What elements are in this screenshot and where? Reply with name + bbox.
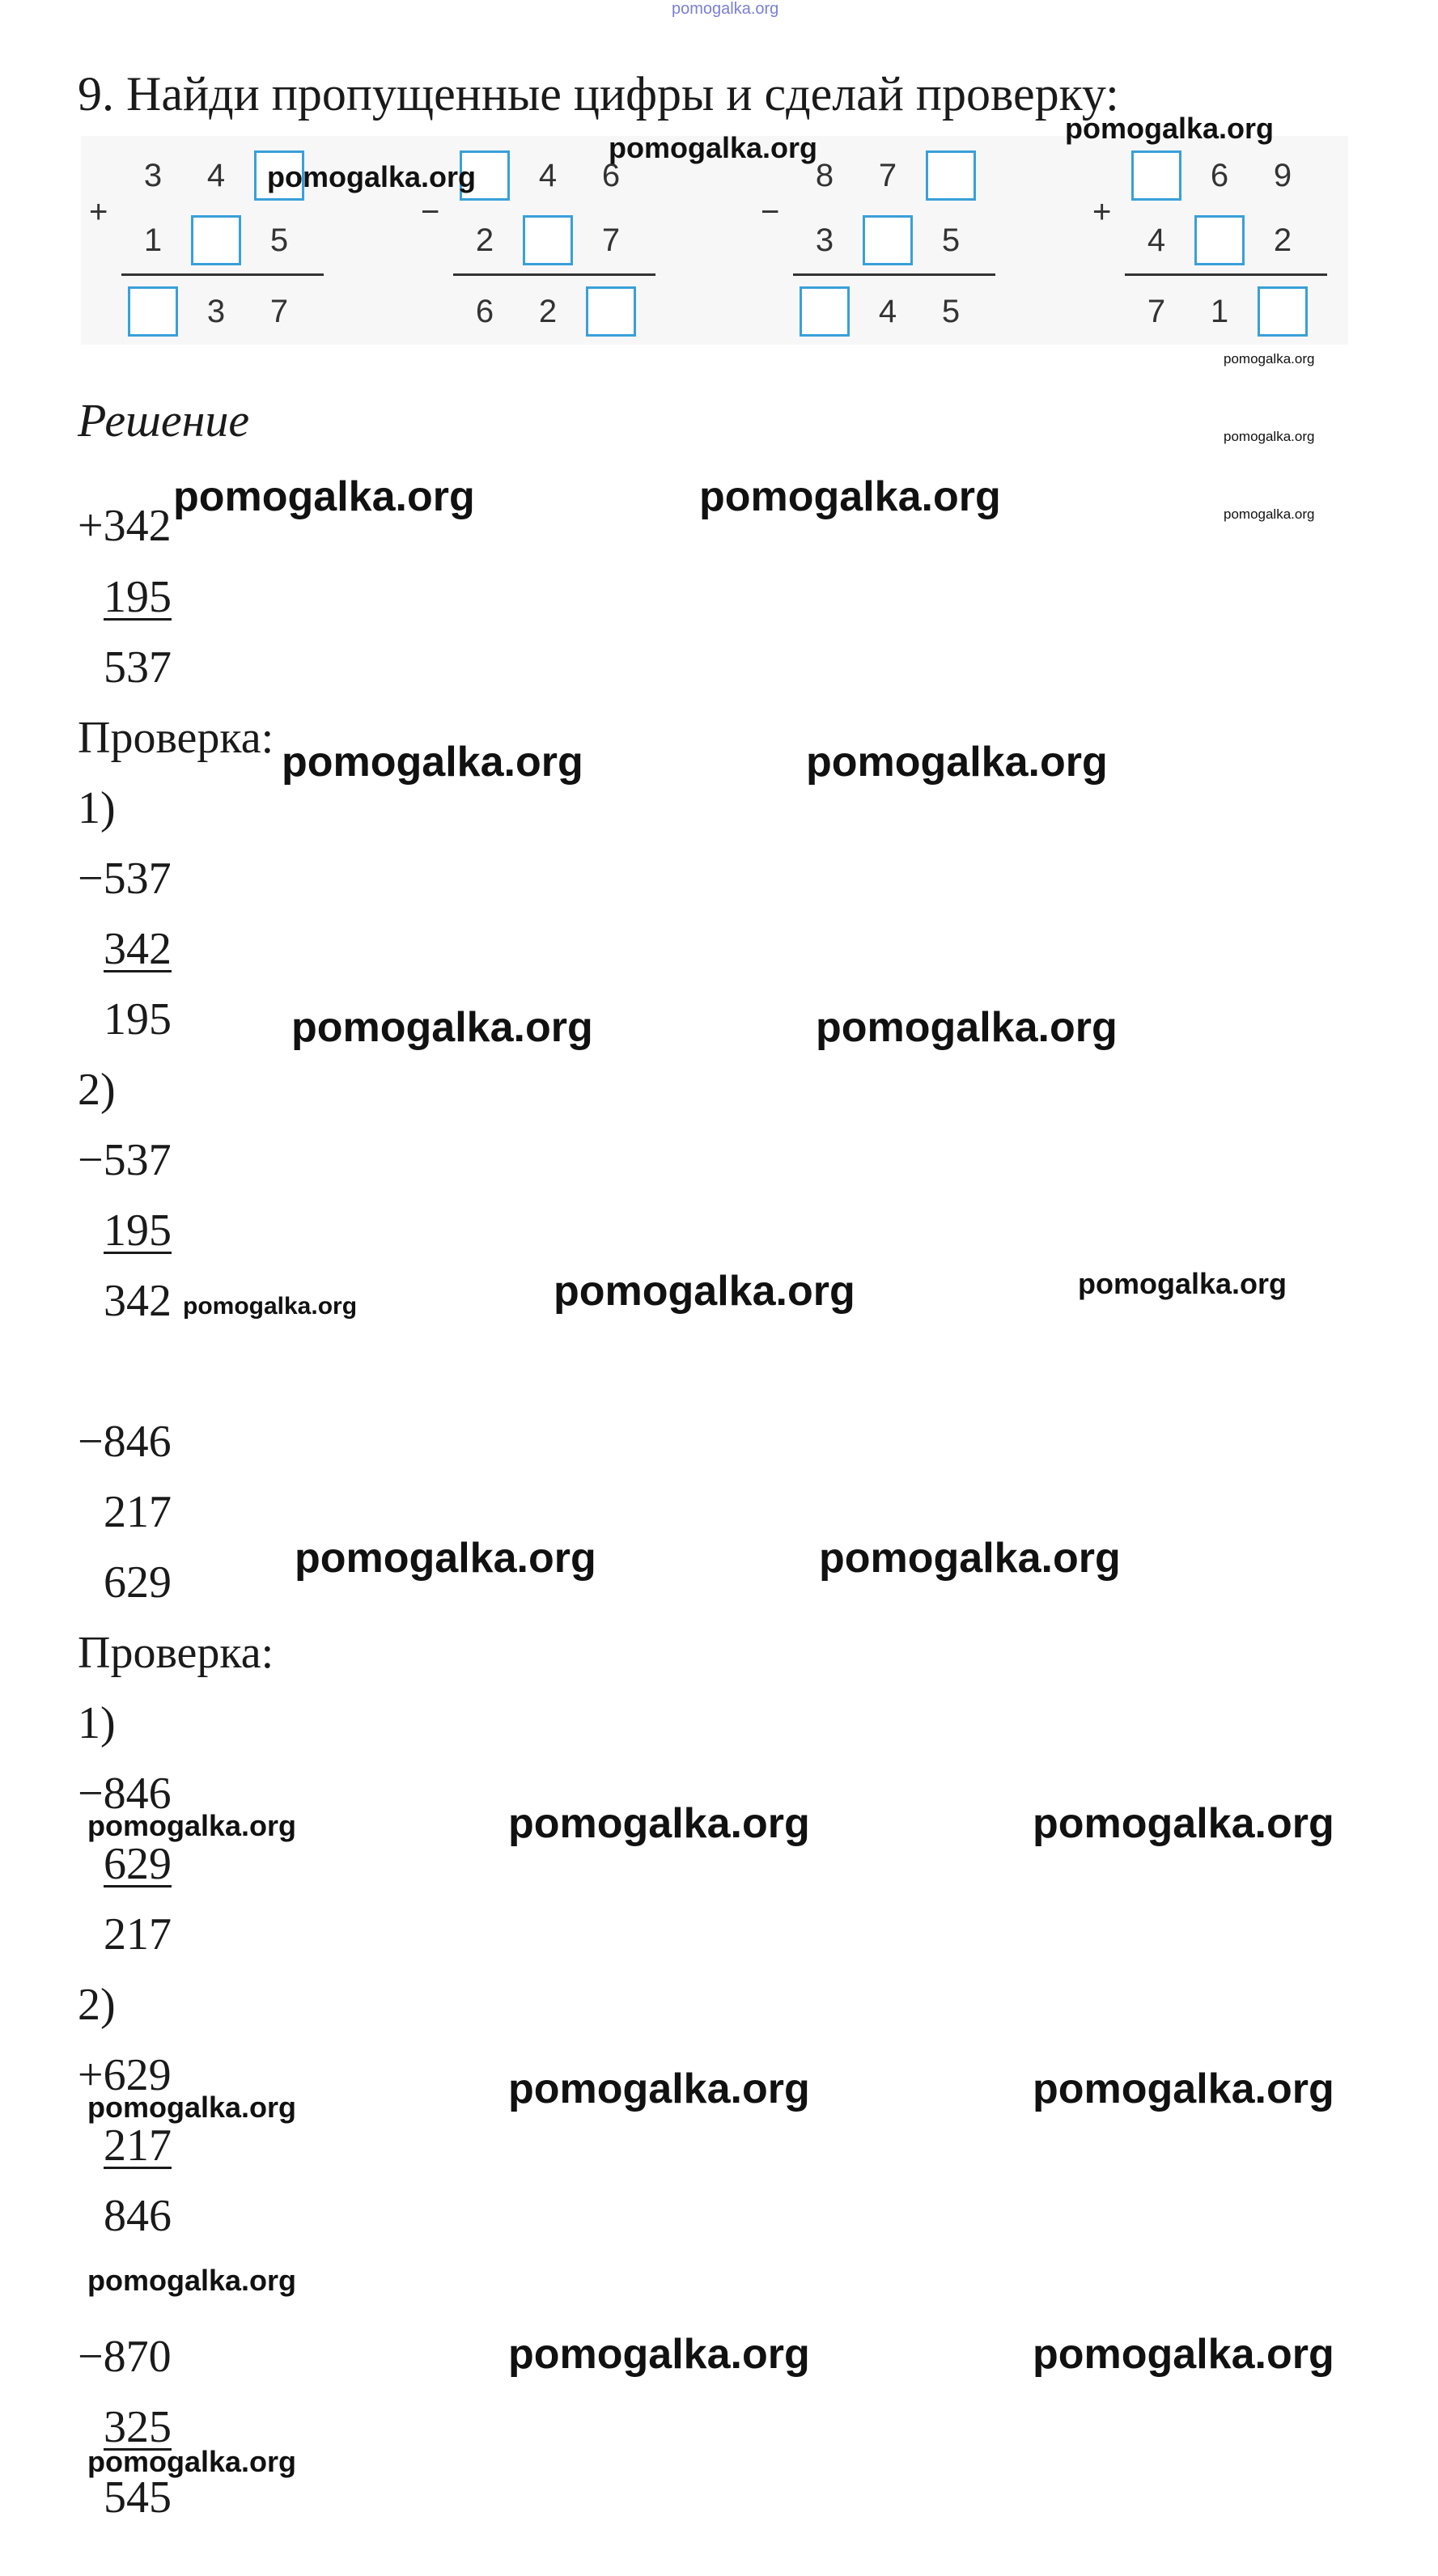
watermark-text: pomogalka.org [819,1535,1121,1582]
watermark-text: pomogalka.org [1078,1267,1287,1300]
solution-label: Решение [78,394,250,447]
digit: 7 [1147,293,1166,329]
solution-line: 1) [78,783,116,833]
digit: 8 [815,157,834,193]
solution-line: −537 [78,1135,172,1185]
digit: 1 [1210,293,1229,329]
digit: 9 [1273,157,1292,193]
solution-line: 325 [104,2402,172,2452]
digit: 4 [538,157,558,193]
sum-line [793,273,995,276]
blank-cell [793,280,856,343]
solution-line: 629 [104,1557,172,1608]
blank-box [128,286,178,337]
solution-line: 545 [104,2472,172,2523]
solution-line: 217 [104,1909,172,1960]
blank-cell [579,280,643,343]
puzzle-row [1125,144,1314,207]
blank-box [926,150,976,201]
solution-line: 846 [104,2191,172,2241]
digit: 6 [475,293,494,329]
digit: 5 [941,222,961,258]
digit: 7 [601,222,621,258]
blank-box [1131,150,1181,201]
digit: 5 [941,293,961,329]
solution-line: 195 [104,994,172,1044]
blank-cell [516,209,579,272]
task-title: 9. Найди пропущенные цифры и сделай проверку: [78,67,1119,121]
sum-line [121,273,324,276]
blank-cell [1251,280,1314,343]
solution-line: −870 [78,2332,172,2382]
puzzle-row [121,280,311,343]
watermark-text: pomogalka.org [87,2091,297,2124]
solution-line: +629 [78,2050,172,2100]
digit: 2 [1273,222,1292,258]
watermark-text: pomogalka.org [554,1268,855,1315]
watermark-text: pomogalka.org [291,1004,593,1051]
blank-cell [1188,209,1251,272]
blank-cell [856,209,919,272]
digit: 3 [143,157,163,193]
watermark-text: pomogalka.org [282,739,583,786]
solution-line: 342 [104,1276,172,1326]
solution-line: −846 [78,1417,172,1467]
puzzle-operator: − [421,194,440,230]
watermark-text: pomogalka.org [1033,2331,1334,2378]
blank-box [1194,215,1245,265]
sum-line [453,273,655,276]
digit: 7 [878,157,897,193]
solution-line: 537 [104,642,172,693]
watermark-text: pomogalka.org [173,473,475,520]
sum-line [1125,273,1327,276]
solution-line: 2) [78,1065,116,1115]
puzzle-row [1125,209,1314,272]
blank-box [1258,286,1308,337]
solution-line: 195 [104,1205,172,1256]
puzzle-operator: − [761,194,780,230]
watermark-text: pomogalka.org [295,1535,596,1582]
puzzle-operator: + [89,194,108,230]
digit: 4 [1147,222,1166,258]
blank-box [523,215,573,265]
watermark-text: pomogalka.org [1224,429,1315,444]
digit: 1 [143,222,163,258]
solution-line: +342 [78,501,172,551]
watermark-text: pomogalka.org [1065,112,1275,145]
solution-line: 2) [78,1980,116,2030]
digit: 3 [206,293,226,329]
digit: 7 [269,293,289,329]
solution-line: −537 [78,854,172,904]
puzzle-row [793,280,982,343]
solution-line: 217 [104,2121,172,2171]
puzzle-operator: + [1092,194,1112,230]
watermark-text: pomogalka.org [267,160,477,193]
watermark-text: pomogalka.org [508,1800,810,1847]
digit: 4 [206,157,226,193]
solution-line: Проверка: [78,1628,274,1678]
puzzle-row [793,144,982,207]
blank-box [863,215,913,265]
watermark-text: pomogalka.org [816,1004,1118,1051]
blank-cell [121,280,185,343]
watermark-text: pomogalka.org [87,1809,297,1842]
solution-line: 342 [104,924,172,974]
watermark-text: pomogalka.org [609,131,818,164]
watermark-text: pomogalka.org [1224,351,1315,366]
puzzle-4 [1092,136,1335,345]
digit: 5 [269,222,289,258]
watermark-text: pomogalka.org [87,2445,297,2478]
puzzle-row [453,280,643,343]
watermark-text: pomogalka.org [699,473,1001,520]
blank-cell [919,144,982,207]
blank-box [586,286,636,337]
watermark-text: pomogalka.org [508,2331,810,2378]
solution-line: 217 [104,1487,172,1537]
header-watermark: pomogalka.org [672,0,779,18]
watermark-text: pomogalka.org [87,2264,297,2297]
digit: 6 [601,157,621,193]
digit: 3 [815,222,834,258]
digit: 4 [878,293,897,329]
digit: 2 [475,222,494,258]
solution-line: 195 [104,572,172,622]
solution-line: 629 [104,1839,172,1889]
puzzle-3 [761,136,1003,345]
puzzle-row [1125,280,1314,343]
solution-line: −846 [78,1769,172,1819]
watermark-text: pomogalka.org [1224,506,1315,522]
watermark-text: pomogalka.org [183,1293,358,1320]
solution-line: 1) [78,1698,116,1748]
puzzle-row [793,209,982,272]
watermark-text: pomogalka.org [806,739,1108,786]
digit: 2 [538,293,558,329]
watermark-text: pomogalka.org [1033,1800,1334,1847]
watermark-text: pomogalka.org [508,2065,810,2112]
puzzle-row [453,209,643,272]
watermark-text: pomogalka.org [1033,2065,1334,2112]
blank-cell [1125,144,1188,207]
blank-box [800,286,850,337]
digit: 6 [1210,157,1229,193]
puzzle-row [121,209,311,272]
blank-cell [185,209,248,272]
solution-line: Проверка: [78,713,274,763]
blank-box [191,215,241,265]
